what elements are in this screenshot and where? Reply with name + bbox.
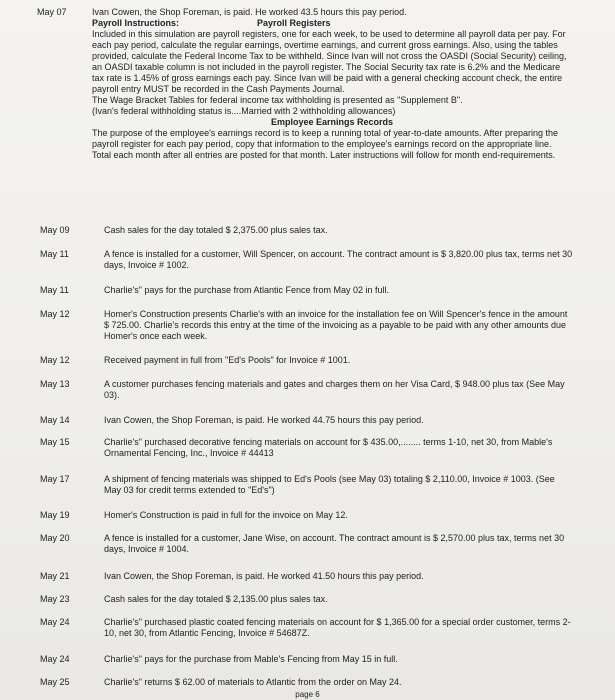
entry-date: May 12 [40,355,70,365]
entry-date: May 19 [40,510,70,520]
entry-date: May 12 [40,309,70,319]
intro-text-block [92,7,572,161]
withholding-status-text: (Ivan's federal withholding status is....Married with 2 withholding allowances) [92,106,396,116]
payroll-instructions-label: Payroll Instructions: [92,18,180,28]
entry-date: May 15 [40,437,70,447]
entry-text: Charlie's" returns $ 62.00 of materials to Atlantic from the order on May 24. [104,677,402,687]
entry-date: May 09 [40,225,70,235]
entry-date: May 07 [37,7,67,17]
entry-text: A shipment of fencing materials was shipped to Ed's Pools (see May 03) totaling $ 2,110.00, Invoice # 1003. (See May 03 for credit terms extended to "Ed's") [104,474,555,495]
entry-date: May 21 [40,571,70,581]
entry-text: Ivan Cowen, the Shop Foreman, is paid. He worked 44.75 hours this pay period. [104,415,424,425]
entry-text: A fence is installed for a customer, Jane Wise, on account. The contract amount is $ 2,570.00 plus tax, terms net 30 days, Invoice # 1004. [104,533,565,554]
entry-date: May 14 [40,415,70,425]
entry-text: Cash sales for the day totaled $ 2,135.00 plus sales tax. [104,594,328,604]
entry-text: A customer purchases fencing materials and gates and charges them on her Visa Card, $ 948.00 plus tax (See May 03). [104,379,565,400]
entry-text: Charlie's" purchased plastic coated fencing materials on account for $ 1,365.00 for a special order customer, terms 2-10, net 30, from Atlantic Fencing, Invoice # 54687Z. [104,617,571,638]
entry-date: May 25 [40,677,70,687]
entry-date: May 24 [40,617,70,627]
payroll-instructions-text: Included in this simulation are payroll registers, one for each week, to be used to determine all payroll data per pay. For each pay period, calculate the regular earnings, overtime earnings, and current gross earnings. Also, using the tables provided, calculate the Federal Income Tax to be withheld. Since Ivan will not cross the OASDI (Social Security) ceiling, an OASDI taxable column is not included in the payroll register. The Social Security tax rate is 6.2% and the Medicare tax rate is 1.45% of gross earnings each pay. Since Ivan will be paid with a general checking account check, the entire payroll entry MUST be recorded in the Cash Payments Journal. [92,29,567,94]
entry-text: Cash sales for the day totaled $ 2,375.00 plus sales tax. [104,225,328,235]
page-number: page 6 [295,690,320,699]
entry-text: Charlie's" pays for the purchase from Atlantic Fence from May 02 in full. [104,285,390,295]
entry-date: May 11 [40,285,69,295]
entry-text: Charlie's" pays for the purchase from Mable's Fencing from May 15 in full. [104,654,398,664]
entry-date: May 11 [40,249,69,259]
payroll-registers-heading: Payroll Registers [257,18,331,28]
entry-text: Charlie's" purchased decorative fencing materials on account for $ 435.00,........ terms 1-10, net 30, from Mable's Ornamental Fencing, Inc., Invoice # 44413 [104,437,553,458]
entry-date: May 24 [40,654,70,664]
entry-text: A fence is installed for a customer, Will Spencer, on account. The contract amount is $ 3,820.00 plus tax, terms net 30 days, Invoice # 1002. [104,249,573,270]
entry-text: Homer's Construction is paid in full for the invoice on May 12. [104,510,348,520]
entry-text: Ivan Cowen, the Shop Foreman, is paid. He worked 41.50 hours this pay period. [104,571,424,581]
wage-bracket-text: The Wage Bracket Tables for federal income tax withholding is presented as "Supplement B". [92,95,463,105]
entry-text: Received payment in full from "Ed's Pools" for Invoice # 1001. [104,355,351,365]
intro-line: Ivan Cowen, the Shop Foreman, is paid. He worked 43.5 hours this pay period. [92,7,407,17]
entry-date: May 17 [40,474,70,484]
employee-records-heading: Employee Earnings Records [270,117,394,127]
employee-records-text: The purpose of the employee's earnings record is to keep a running total of year-to-date amounts. After preparing the payroll register for each pay period, copy that information to the employee's earnings record on the appropriate line. Total each month after all entries are posted for that month. Later instructions will follow for month end-requirements. [92,128,558,160]
entry-date: May 13 [40,379,70,389]
entry-date: May 20 [40,533,70,543]
entry-text: Homer's Construction presents Charlie's with an invoice for the installation fee on Will Spencer's fence in the amount $ 725.00. Charlie's records this entry at the time of the invoicing as a payable to be paid with any other amounts due Homer's once each week. [104,309,568,341]
entry-date: May 23 [40,594,70,604]
